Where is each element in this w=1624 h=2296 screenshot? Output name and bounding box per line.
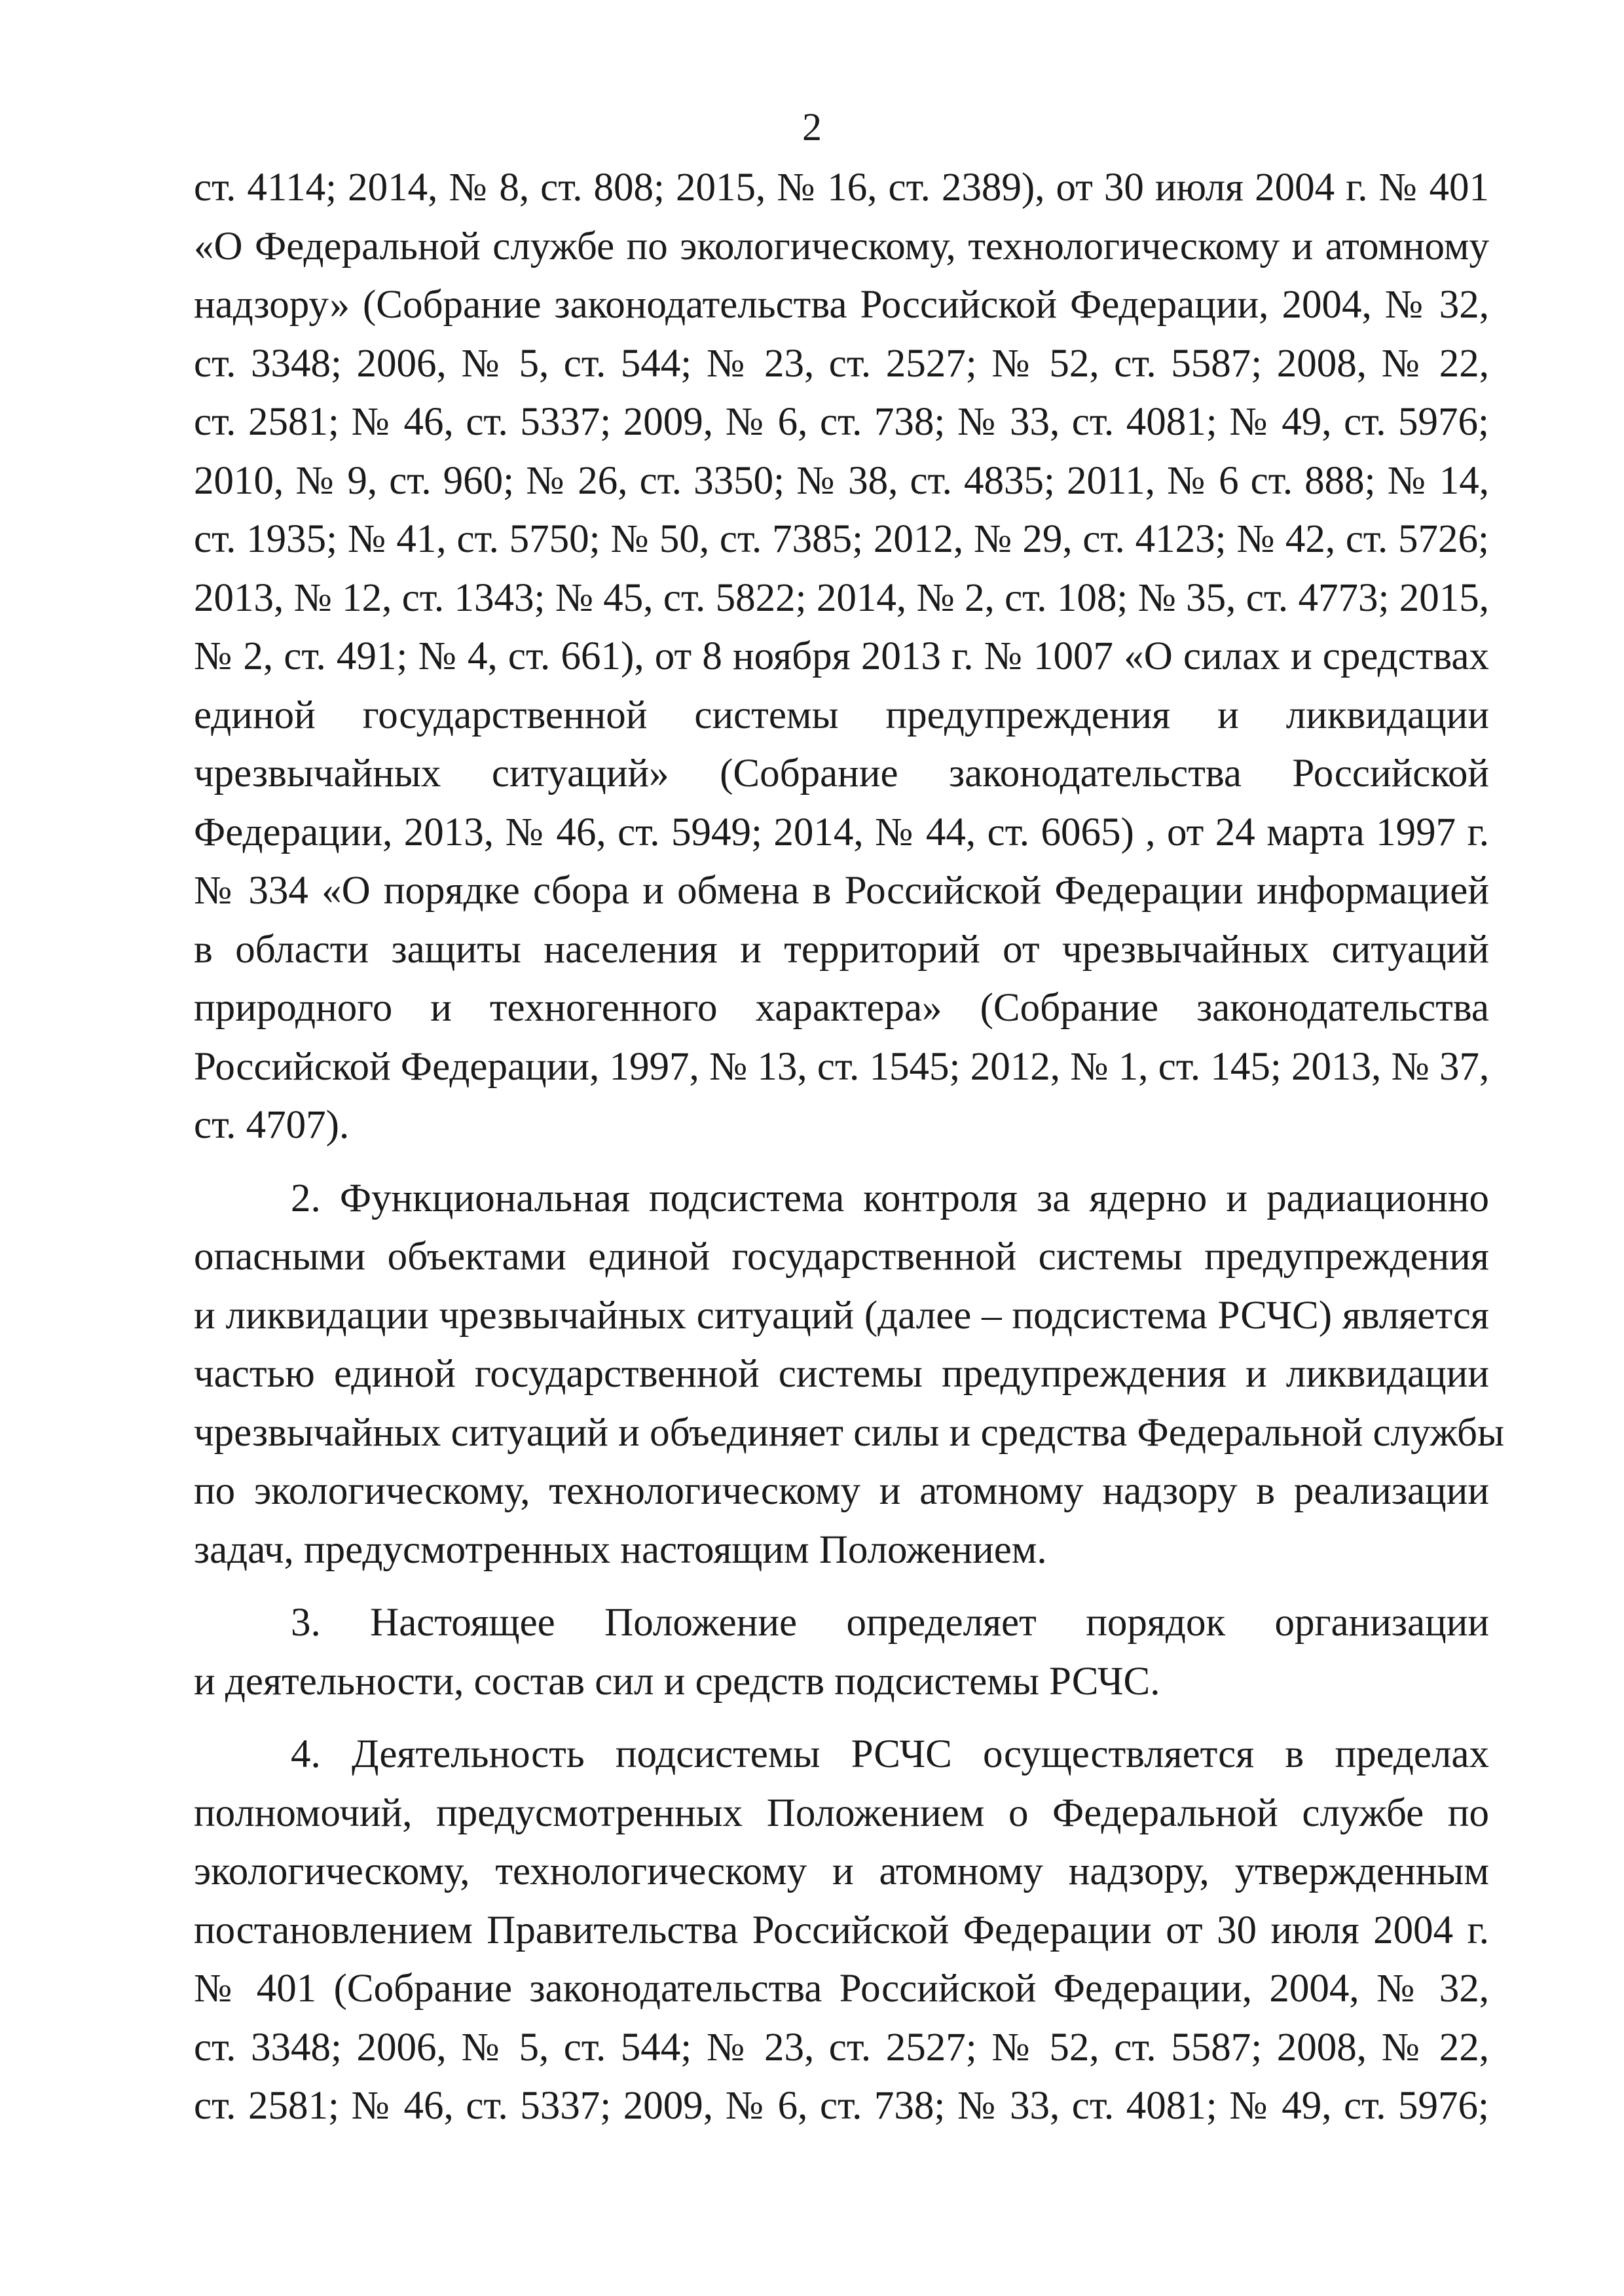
text-line: № 334 «О порядке сбора и обмена в Российской Федерации информацией [194,869,1489,913]
text-line: 2013, № 12, ст. 1343; № 45, ст. 5822; 2014, № 2, ст. 108; № 35, ст. 4773; 2015, [194,575,1489,620]
paragraph-continuation [194,158,1489,1155]
text-line: № 401 (Собрание законодательства Российской Федерации, 2004, № 32, [194,1967,1489,2011]
text-line: постановлением Правительства Российской Федерации от 30 июля 2004 г. [194,1908,1489,1952]
text-line: экологическому, технологическому и атомному надзору, утвержденным [194,1850,1489,1893]
text-line: чрезвычайных ситуаций» (Собрание законодательства Российской [194,752,1489,795]
text-line: ст. 2581; № 46, ст. 5337; 2009, № 6, ст. 738; № 33, ст. 4081; № 49, ст. 5976; [194,2084,1489,2128]
text-line: 2010, № 9, ст. 960; № 26, ст. 3350; № 38, ст. 4835; 2011, № 6 ст. 888; № 14, [194,458,1489,503]
text-line: природного и техногенного характера» (Собрание законодательства [194,986,1489,1030]
text-line: ст. 4114; 2014, № 8, ст. 808; 2015, № 16, ст. 2389), от 30 июля 2004 г. № 401 [194,166,1489,210]
text-line: в области защиты населения и территорий от чрезвычайных ситуаций [194,927,1489,972]
text-line: 2. Функциональная подсистема контроля за ядерно и радиационно [291,1176,1489,1220]
text-line: ст. 4707). [194,1103,350,1147]
text-line: по экологическому, технологическому и атомному надзору в реализации [194,1469,1489,1513]
page-number: 2 [802,105,822,149]
text-line: частью единой государственной системы предупреждения и ликвидации [194,1352,1489,1396]
text-line: № 2, ст. 491; № 4, ст. 661), от 8 ноября 2013 г. № 1007 «О силах и средствах [194,634,1489,678]
text-line: и деятельности, состав сил и средств подсистемы РСЧС. [194,1659,1160,1704]
text-line: ст. 3348; 2006, № 5, ст. 544; № 23, ст. 2527; № 52, ст. 5587; 2008, № 22, [194,341,1489,386]
text-line: задач, предусмотренных настоящим Положением. [194,1527,1047,1572]
paragraph-2 [194,1169,1505,1580]
text-line: «О Федеральной службе по экологическому, технологическому и атомному [194,224,1489,268]
text-line: Федерации, 2013, № 46, ст. 5949; 2014, № 44, ст. 6065) , от 24 марта 1997 г. [194,810,1489,854]
text-line: 3. Настоящее Положение определяет порядок организации [291,1601,1489,1645]
document-body [194,158,1505,2136]
text-line: ст. 2581; № 46, ст. 5337; 2009, № 6, ст. 738; № 33, ст. 4081; № 49, ст. 5976; [194,400,1489,444]
text-line: опасными объектами единой государственной системы предупреждения [194,1235,1489,1279]
paragraph-3 [194,1594,1489,1711]
text-line: чрезвычайных ситуаций и объединяет силы и средства Федеральной службы [194,1410,1505,1455]
text-line: ст. 1935; № 41, ст. 5750; № 50, ст. 7385; 2012, № 29, ст. 4123; № 42, ст. 5726; [194,517,1489,561]
text-line: и ликвидации чрезвычайных ситуаций (далее – подсистема РСЧС) является [194,1293,1489,1338]
text-line: надзору» (Собрание законодательства Российской Федерации, 2004, № 32, [194,283,1489,327]
paragraph-4 [194,1725,1489,2136]
text-line: единой государственной системы предупреждения и ликвидации [194,693,1489,737]
text-line: Российской Федерации, 1997, № 13, ст. 1545; 2012, № 1, ст. 145; 2013, № 37, [194,1044,1490,1089]
text-line: полномочий, предусмотренных Положением о Федеральной службе по [194,1791,1489,1835]
text-line: ст. 3348; 2006, № 5, ст. 544; № 23, ст. 2527; № 52, ст. 5587; 2008, № 22, [194,2025,1489,2069]
text-line: 4. Деятельность подсистемы РСЧС осуществляется в пределах [291,1732,1489,1776]
